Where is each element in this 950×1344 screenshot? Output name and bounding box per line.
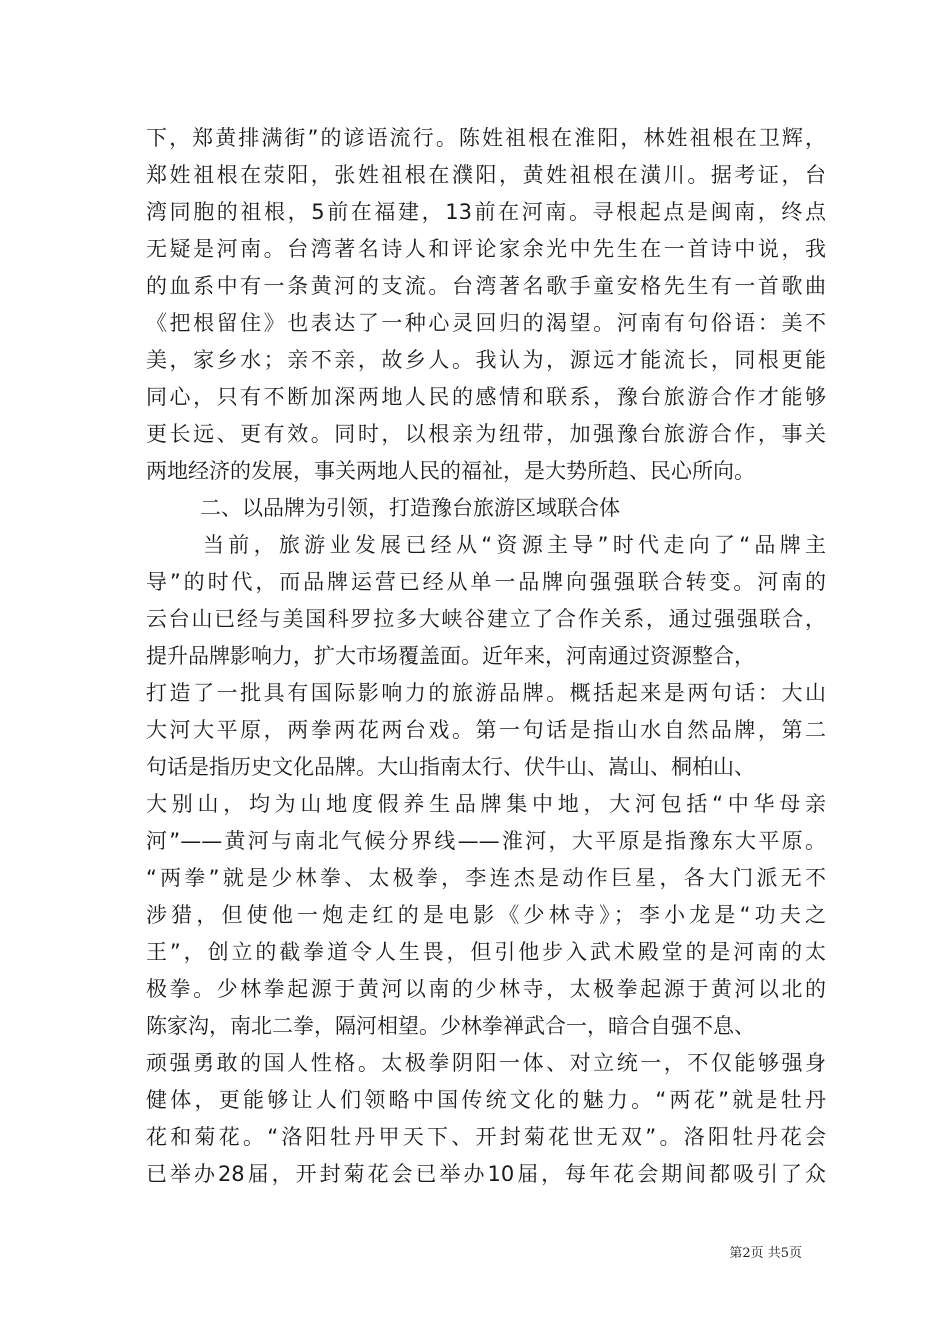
paragraph-first-line: 当前，旅游业发展已经从“资源主导”时代走向了“品牌主 xyxy=(203,533,826,557)
text-line: 王”，创立的截拳道令人生畏，但引他步入武术殿堂的是河南的太 xyxy=(146,940,826,964)
text-line: 极拳。少林拳起源于黄河以南的少林寺，太极拳起源于黄河以北的 xyxy=(146,977,826,1001)
text-line: “两拳”就是少林拳、太极拳，李连杰是动作巨星，各大门派无不 xyxy=(146,866,826,890)
text-line: 陈家沟，南北二拳，隔河相望。少林拳禅武合一，暗合自强不息、 xyxy=(146,1014,755,1038)
text-line: 湾同胞的祖根，5前在福建，13前在河南。寻根起点是闽南，终点 xyxy=(146,200,826,224)
text-line: 大别山，均为山地度假养生品牌集中地，大河包括“中华母亲 xyxy=(146,792,826,816)
text-line: 导”的时代，而品牌运营已经从单一品牌向强强联合转变。河南的 xyxy=(146,570,826,594)
text-line: 顽强勇敢的国人性格。太极拳阴阳一体、对立统一，不仅能够强身 xyxy=(146,1051,826,1075)
text-line: 美，家乡水；亲不亲，故乡人。我认为，源远才能流长，同根更能 xyxy=(146,348,826,372)
text-line: 郑姓祖根在荥阳，张姓祖根在濮阳，黄姓祖根在潢川。据考证，台 xyxy=(146,163,826,187)
text-line: 两地经济的发展，事关两地人民的福祉，是大势所趋、民心所向。 xyxy=(146,459,755,483)
text-line: 下，郑黄排满街”的谚语流行。陈姓祖根在淮阳，林姓祖根在卫辉， xyxy=(146,126,826,150)
text-line: 花和菊花。“洛阳牡丹甲天下、开封菊花世无双”。洛阳牡丹花会 xyxy=(146,1125,826,1149)
text-line: 《把根留住》也表达了一种心灵回归的渴望。河南有句俗语：美不 xyxy=(146,311,826,335)
text-line: 河”——黄河与南北气候分界线——淮河，大平原是指豫东大平原。 xyxy=(146,829,826,853)
text-line: 云台山已经与美国科罗拉多大峡谷建立了合作关系，通过强强联合， xyxy=(146,607,826,631)
text-line: 涉猎，但使他一炮走红的是电影《少林寺》；李小龙是“功夫之 xyxy=(146,903,826,927)
text-line: 已举办28届，开封菊花会已举办10届，每年花会期间都吸引了众 xyxy=(146,1162,826,1186)
text-line: 健体，更能够让人们领略中国传统文化的魅力。“两花”就是牡丹 xyxy=(146,1088,826,1112)
text-line: 更长远、更有效。同时，以根亲为纽带，加强豫台旅游合作，事关 xyxy=(146,422,826,446)
text-line: 的血系中有一条黄河的支流。台湾著名歌手童安格先生有一首歌曲 xyxy=(146,274,826,298)
text-line: 提升品牌影响力，扩大市场覆盖面。近年来，河南通过资源整合， xyxy=(146,644,755,668)
text-line: 无疑是河南。台湾著名诗人和评论家余光中先生在一首诗中说，我 xyxy=(146,237,826,261)
text-line: 同心，只有不断加深两地人民的感情和联系，豫台旅游合作才能够 xyxy=(146,385,826,409)
text-line: 句话是指历史文化品牌。大山指南太行、伏牛山、嵩山、桐柏山、 xyxy=(146,755,755,779)
text-line: 大河大平原，两拳两花两台戏。第一句话是指山水自然品牌，第二 xyxy=(146,718,826,742)
page-indicator: 第2页 共5页 xyxy=(729,1246,802,1261)
section-heading: 二、以品牌为引领，打造豫台旅游区域联合体 xyxy=(200,496,620,520)
text-line: 打造了一批具有国际影响力的旅游品牌。概括起来是两句话：大山 xyxy=(146,681,826,705)
